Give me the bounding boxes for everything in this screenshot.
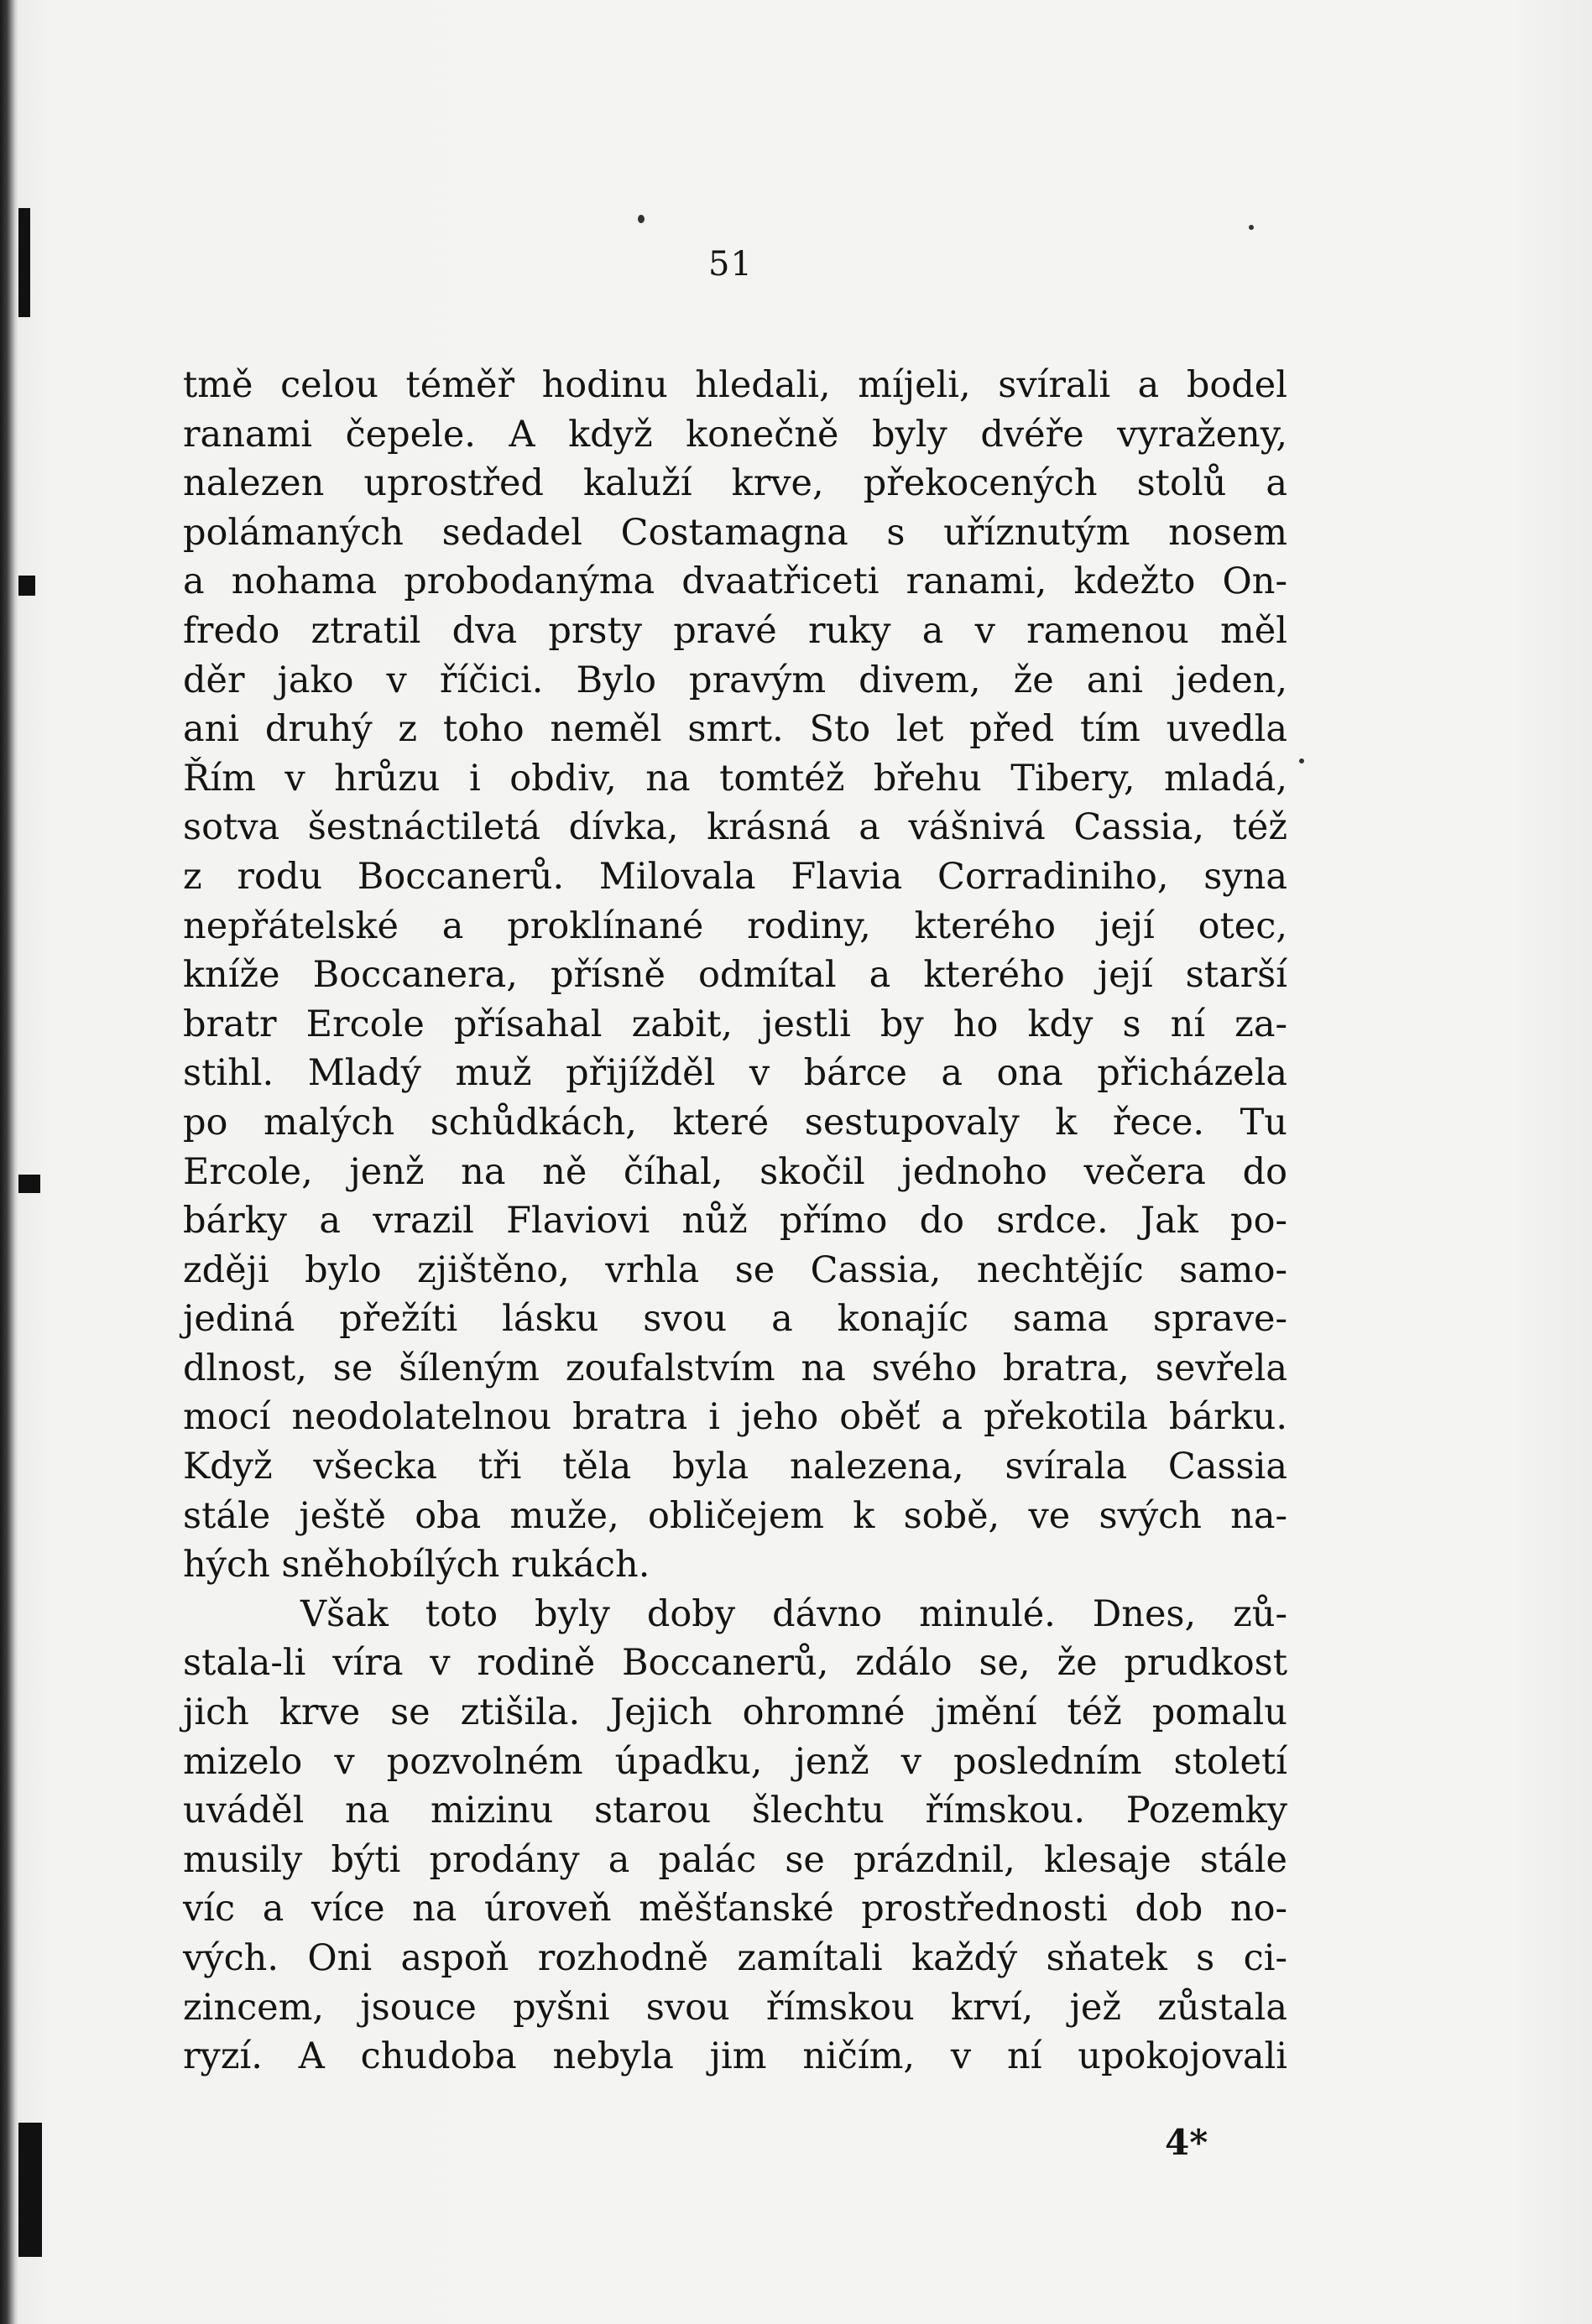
binding-mark xyxy=(18,208,30,317)
text-line: jediná přežíti lásku svou a konajíc sama sprave- xyxy=(183,1298,1287,1341)
text-line: děr jako v říčici. Bylo pravým divem, že ani jeden, xyxy=(183,659,1287,701)
ink-speck xyxy=(1249,225,1254,230)
text-line: a nohama probodanýma dvaatřiceti ranami, kdežto On- xyxy=(183,560,1287,603)
signature-mark: 4* xyxy=(1165,2122,1208,2163)
ink-speck xyxy=(638,215,645,223)
text-line: Řím v hrůzu i obdiv, na tomtéž břehu Tibery, mladá, xyxy=(183,757,1287,800)
text-line: zději bylo zjištěno, vrhla se Cassia, nechtějíc samo- xyxy=(183,1248,1287,1291)
text-line: jich krve se ztišila. Jejich ohromné jmění též pomalu xyxy=(183,1691,1287,1734)
text-line: po malých schůdkách, které sestupovaly k řece. Tu xyxy=(183,1101,1287,1144)
text-line: fredo ztratil dva prsty pravé ruky a v ramenou měl xyxy=(183,609,1287,652)
text-line: stihl. Mladý muž přijížděl v bárce a ona přicházela xyxy=(183,1052,1287,1095)
text-line: ranami čepele. A když konečně byly dvéře vyraženy, xyxy=(183,413,1287,456)
text-line: kníže Boccanera, přísně odmítal a kterého její starší xyxy=(183,954,1287,997)
paragraph-2 xyxy=(183,1590,1287,2082)
page-number: 51 xyxy=(708,245,753,284)
binding-mark xyxy=(18,2123,42,2257)
text-line: nalezen uprostřed kaluží krve, překocených stolů a xyxy=(183,462,1287,505)
text-line: zincem, jsouce pyšni svou římskou krví, jež zůstala xyxy=(183,1986,1287,2029)
text-line: ryzí. A chudoba nebyla jim ničím, v ní upokojovali xyxy=(183,2035,1287,2078)
text-line: stala-li víra v rodině Boccanerů, zdálo se, že prudkost xyxy=(183,1642,1287,1685)
text-line: Ercole, jenž na ně číhal, skočil jednoho večera do xyxy=(183,1150,1287,1193)
text-line: mocí neodolatelnou bratra i jeho oběť a překotila bárku. xyxy=(183,1396,1287,1439)
binding-mark xyxy=(18,576,35,596)
text-line: Však toto byly doby dávno minulé. Dnes, zů- xyxy=(300,1592,1287,1635)
binding-edge xyxy=(0,0,18,2324)
text-line: Když všecka tři těla byla nalezena, svírala Cassia xyxy=(183,1446,1287,1488)
text-line: polámaných sedadel Costamagna s uříznutým nosem xyxy=(183,511,1287,554)
text-line: musily býti prodány a palác se prázdnil, klesaje stále xyxy=(183,1838,1287,1881)
text-line: z rodu Boccanerů. Milovala Flavia Corradiniho, syna xyxy=(183,855,1287,898)
body-text xyxy=(183,361,1287,2082)
text-line: nepřátelské a proklínané rodiny, kterého její otec, xyxy=(183,904,1287,947)
text-line: hých sněhobílých rukách. xyxy=(183,1544,650,1587)
text-line: uváděl na mizinu starou šlechtu římskou. Pozemky xyxy=(183,1790,1287,1832)
text-line: bratr Ercole přísahal zabit, jestli by ho kdy s ní za- xyxy=(183,1003,1287,1045)
paragraph-1 xyxy=(183,361,1287,1590)
text-line: sotva šestnáctiletá dívka, krásná a vášnivá Cassia, též xyxy=(183,806,1287,849)
text-line: ani druhý z toho neměl smrt. Sto let před tím uvedla xyxy=(183,708,1287,751)
text-line: vých. Oni aspoň rozhodně zamítali každý sňatek s ci- xyxy=(183,1937,1287,1979)
text-line: víc a více na úroveň měšťanské prostřednosti dob no- xyxy=(183,1888,1287,1931)
text-line: tmě celou téměř hodinu hledali, míjeli, svírali a bodel xyxy=(183,364,1287,406)
binding-mark xyxy=(18,1175,40,1193)
text-line: dlnost, se šíleným zoufalstvím na svého bratra, sevřela xyxy=(183,1347,1287,1389)
ink-speck xyxy=(1299,758,1304,763)
text-line: bárky a vrazil Flaviovi nůž přímo do srdce. Jak po- xyxy=(183,1200,1287,1243)
text-line: mizelo v pozvolném úpadku, jenž v posledním století xyxy=(183,1740,1287,1783)
text-line: stále ještě oba muže, obličejem k sobě, ve svých na- xyxy=(183,1494,1287,1537)
